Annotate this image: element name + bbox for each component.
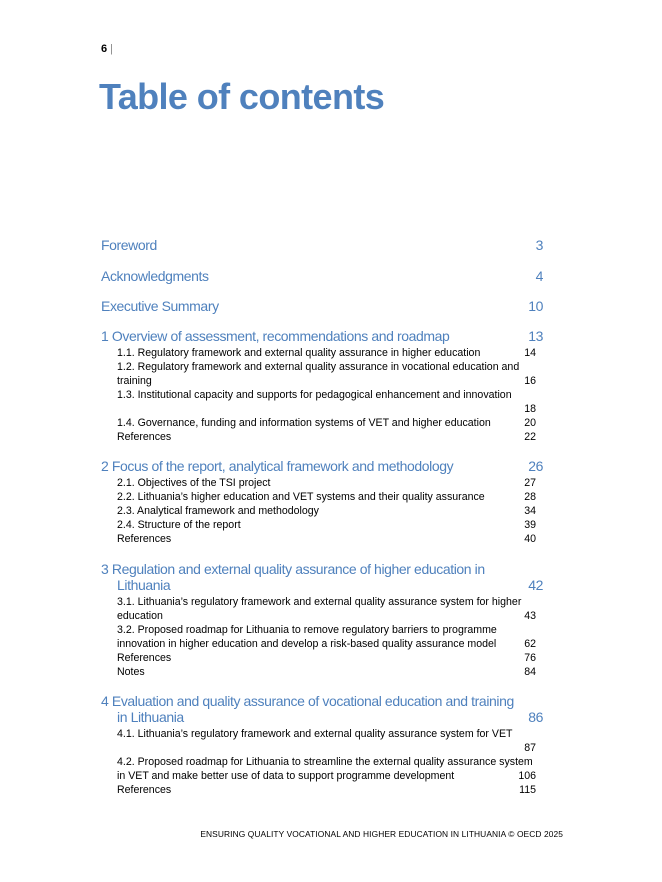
section-page[interactable]: 40 (524, 533, 536, 545)
section-title[interactable]: 4.1. Lithuania’s regulatory framework and external quality assurance system for VET (117, 728, 513, 740)
section-title[interactable]: 2.3. Analytical framework and methodology (117, 505, 319, 517)
section-title[interactable]: Notes (117, 666, 145, 678)
section-title[interactable]: 3.1. Lithuania’s regulatory framework and external quality assurance system for higher education (117, 596, 522, 622)
section-page[interactable]: 115 (519, 784, 536, 796)
section-title[interactable]: 1.2. Regulatory framework and external quality assurance in vocational education and training (117, 361, 520, 387)
toc-chapter-heading[interactable] (101, 693, 543, 725)
toc-section[interactable] (117, 476, 536, 490)
section-page[interactable]: 84 (524, 666, 536, 678)
section-page[interactable]: 27 (524, 477, 536, 489)
toc-section[interactable] (117, 755, 536, 783)
section-title[interactable]: References (117, 533, 172, 545)
toc-entry-page[interactable]: 4 (535, 268, 543, 284)
chapter-title[interactable]: 4 Evaluation and quality assurance of vocational education and training in Lithuania (101, 693, 514, 725)
toc-chapter-heading[interactable] (101, 458, 543, 474)
page-footer: ENSURING QUALITY VOCATIONAL AND HIGHER EDUCATION IN LITHUANIA © OECD 2025 (200, 829, 563, 839)
section-title[interactable]: 1.4. Governance, funding and information systems of VET and higher education (117, 417, 491, 429)
toc-section[interactable] (117, 490, 536, 504)
section-page[interactable]: 18 (524, 403, 536, 415)
toc-chapter-1 (101, 328, 543, 444)
section-title[interactable]: 1.3. Institutional capacity and supports for pedagogical enhancement and innovation (117, 389, 512, 401)
section-page[interactable]: 14 (524, 347, 536, 359)
toc-chapter-4 (101, 693, 543, 797)
toc-entry-title[interactable]: Executive Summary (101, 298, 219, 314)
section-page[interactable]: 106 (518, 770, 536, 782)
toc-section[interactable] (117, 665, 536, 679)
section-page[interactable]: 87 (524, 742, 536, 754)
toc-entry-executive-summary[interactable] (101, 298, 543, 314)
section-page[interactable]: 20 (524, 417, 536, 429)
section-title[interactable]: 3.2. Proposed roadmap for Lithuania to remove regulatory barriers to programme innovation in higher education and develop a risk-based quality assurance model (117, 624, 497, 650)
chapter-page[interactable]: 26 (528, 458, 543, 474)
toc-entry-page[interactable]: 3 (535, 237, 543, 253)
toc-chapter-heading[interactable] (101, 328, 543, 344)
page-title: Table of contents (99, 76, 385, 117)
toc-section[interactable] (117, 532, 536, 546)
chapter-page[interactable]: 42 (528, 577, 543, 593)
toc-chapter-heading[interactable] (101, 561, 543, 593)
section-page[interactable]: 22 (524, 431, 536, 443)
toc-entry-page[interactable]: 10 (528, 298, 543, 314)
chapter-page[interactable]: 13 (528, 328, 543, 344)
chapter-page[interactable]: 86 (528, 709, 543, 725)
toc-entry-title[interactable]: Foreword (101, 237, 157, 253)
toc-section[interactable] (117, 360, 536, 388)
toc-entry-title[interactable]: Acknowledgments (101, 268, 209, 284)
toc-section[interactable] (117, 416, 536, 430)
toc-chapter-3 (101, 561, 543, 679)
section-title[interactable]: 4.2. Proposed roadmap for Lithuania to streamline the external quality assurance system in VET and make better use of data to support programme development (117, 756, 533, 782)
section-title[interactable]: 1.1. Regulatory framework and external quality assurance in higher education (117, 347, 481, 359)
header-separator: | (110, 43, 113, 55)
toc-section[interactable] (117, 651, 536, 665)
toc-section[interactable] (117, 595, 536, 623)
chapter-title[interactable]: 2 Focus of the report, analytical framework and methodology (101, 458, 454, 474)
section-page[interactable]: 28 (524, 491, 536, 503)
section-title[interactable]: References (117, 652, 172, 664)
section-title[interactable]: References (117, 784, 172, 796)
section-page[interactable]: 34 (524, 505, 536, 517)
page-header (101, 43, 113, 55)
section-page[interactable]: 43 (524, 610, 536, 622)
toc-section[interactable] (117, 727, 536, 755)
section-page[interactable]: 16 (524, 375, 536, 387)
toc-section[interactable] (117, 430, 536, 444)
section-page[interactable]: 76 (524, 652, 536, 664)
toc-section[interactable] (117, 346, 536, 360)
toc-section[interactable] (117, 783, 536, 797)
section-title[interactable]: 2.4. Structure of the report (117, 519, 241, 531)
toc-entry-acknowledgments[interactable] (101, 268, 543, 284)
section-page[interactable]: 62 (524, 638, 536, 650)
section-title[interactable]: 2.1. Objectives of the TSI project (117, 477, 271, 489)
toc-entry-foreword[interactable] (101, 237, 543, 253)
chapter-title[interactable]: 3 Regulation and external quality assurance of higher education in Lithuania (101, 561, 485, 593)
section-page[interactable]: 39 (524, 519, 536, 531)
chapter-title[interactable]: 1 Overview of assessment, recommendations and roadmap (101, 328, 450, 344)
page-number: 6 (101, 43, 108, 55)
toc-section[interactable] (117, 504, 536, 518)
toc-section[interactable] (117, 518, 536, 532)
toc-chapter-2 (101, 458, 543, 546)
section-title[interactable]: References (117, 431, 172, 443)
toc-section[interactable] (117, 623, 536, 651)
section-title[interactable]: 2.2. Lithuania’s higher education and VET systems and their quality assurance (117, 491, 485, 503)
toc-section[interactable] (117, 388, 536, 416)
